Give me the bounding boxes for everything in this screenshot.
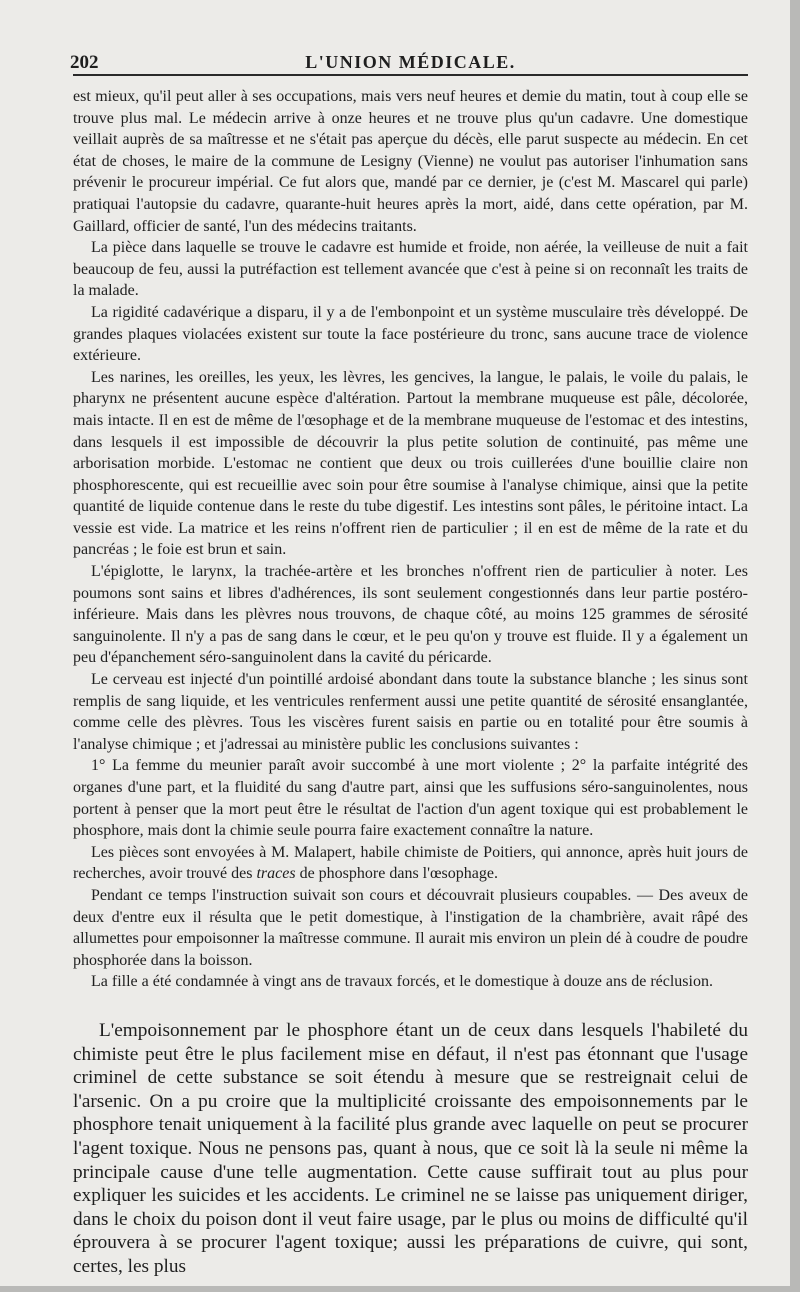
paragraph: La rigidité cadavérique a disparu, il y a de l'embonpoint et un système musculaire très développé. De grandes plaques violacées existent sur toute la face postérieure du tronc, sans aucune trace de violence extérieure.: [73, 303, 748, 365]
paragraph: [73, 842, 748, 885]
paragraph: L'épiglotte, le larynx, la trachée-artère et les bronches n'offrent rien de particulier à noter. Les poumons sont sains et libres d'adhérences, ils sont seulement congestionnés dans leur partie postéro-inférieure. Mais dans les plèvres nous trouvons, de chaque côté, au moins 125 grammes de sérosité sanguinolente. Il n'y a pas de sang dans le cœur, et le peu qu'on y trouve est fluide. Il y a également un peu d'épanchement séro-sanguinolent dans la cavité du péricarde.: [73, 563, 748, 667]
text-run: Les pièces sont envoyées à M. Malapert, habile chimiste de Poitiers, qui annonce, après huit jours de recherches, avoir trouvé des: [73, 843, 748, 883]
paragraph: 1° La femme du meunier paraît avoir succombé à une mort violente ; 2° la parfaite intégrité des organes d'une part, et la fluidité du sang d'autre part, ainsi que les suffusions séro-sanguinolentes, nous portent à penser que la mort peut être le résultat de l'action d'un agent toxique qui est probablement le phosphore, mais dont la chimie seule pourra faire exactement connaître la nature.: [73, 757, 748, 840]
text-run: de phosphore dans l'œsophage.: [295, 865, 498, 883]
page-number: 202: [70, 52, 99, 73]
case-report-text: [73, 86, 748, 993]
paragraph: est mieux, qu'il peut aller à ses occupations, mais vers neuf heures et demie du matin, tout à coup elle se trouve plus mal. Le médecin arrive à onze heures et ne trouve plus qu'un cadavre. Une domestique veillait auprès de sa maîtresse et ne s'était pas aperçue du décès, elle parut suspecte au médecin. En cet état de choses, le maire de la commune de Lesigny (Vienne) ne voulut pas autoriser l'inhumation sans prévenir le procureur impérial. Ce fut alors que, mandé par ce dernier, je (c'est M. Mascarel qui parle) pratiquai l'autopsie du cadavre, quarante-huit heures après la mort, aidé, dans cette opération, par M. Gaillard, officier de santé, l'un des médecins traitants.: [73, 88, 748, 235]
emphasis: traces: [256, 865, 296, 883]
page-header: [70, 50, 748, 76]
commentary-text: [73, 1019, 748, 1279]
paragraph: Les narines, les oreilles, les yeux, les lèvres, les gencives, la langue, le palais, le voile du palais, le pharynx ne présentent aucune espèce d'altération. Partout la membrane muqueuse est pâle, décolorée, mais intacte. Il en est de même de l'œsophage et de la membrane muqueuse de l'estomac et des intestins, dans lesquels il est impossible de découvrir la plus petite solution de continuité, pas même une arborisation morbide. L'estomac ne contient que deux ou trois cuillerées d'une bouillie claire non phosphorescente, qui est recueillie avec soin pour être soumise à l'analyse chimique, ainsi que la petite quantité de liquide contenue dans le reste du tube digestif. Les intestins sont pâles, le péritoine intact. La vessie est vide. La matrice et les reins n'offrent rien de particulier ; il en est de même de la rate et du pancréas ; le foie est brun et sain.: [73, 368, 748, 559]
running-head: L'UNION MÉDICALE.: [305, 52, 516, 72]
paragraph: L'empoisonnement par le phosphore étant un de ceux dans lesquels l'habileté du chimiste peut être le plus facilement mise en défaut, il n'est pas étonnant que l'usage criminel de cette substance se soit étendu à mesure que se restreignait celui de l'arsenic. On a pu croire que la multiplicité croissante des empoisonnements par le phosphore tenait uniquement à la facilité plus grande avec laquelle on peut se procurer l'agent toxique. Nous ne pensons pas, quant à nous, que ce soit là la seule ni même la principale cause d'une telle augmentation. Cette cause suffirait tout au plus pour expliquer les suicides et les accidents. Le criminel ne se laisse pas uniquement diriger, dans le choix du poison dont il veut faire usage, par le plus ou moins de difficulté qu'il éprouvera à se procurer l'agent toxique; aussi les préparations de cuivre, qui sont, certes, les plus: [73, 1019, 748, 1277]
paragraph: Le cerveau est injecté d'un pointillé ardoisé abondant dans toute la substance blanche ; les sinus sont remplis de sang liquide, et les ventricules renferment aussi une petite quantité de sérosité ensanglantée, comme celle des plèvres. Tous les viscères furent saisis en partie ou en totalité pour être soumis à l'analyse chimique ; et j'adressai au ministère public les conclusions suivantes :: [73, 671, 748, 753]
paragraph: Pendant ce temps l'instruction suivait son cours et découvrait plusieurs coupables. — Des aveux de deux d'entre eux il résulta que le petit domestique, à l'instigation de la chambrière, avait râpé des allumettes pour empoisonner la maîtresse commune. Il aurait mis environ un plein dé à coudre de poudre phosphorée dans la boisson.: [73, 886, 748, 969]
paragraph: La fille a été condamnée à vingt ans de travaux forcés, et le domestique à douze ans de réclusion.: [91, 973, 713, 991]
paragraph: La pièce dans laquelle se trouve le cadavre est humide et froide, non aérée, la veilleuse de nuit a fait beaucoup de feu, aussi la putréfaction est tellement avancée que c'est à peine si on reconnaît les traits de la malade.: [73, 239, 748, 300]
